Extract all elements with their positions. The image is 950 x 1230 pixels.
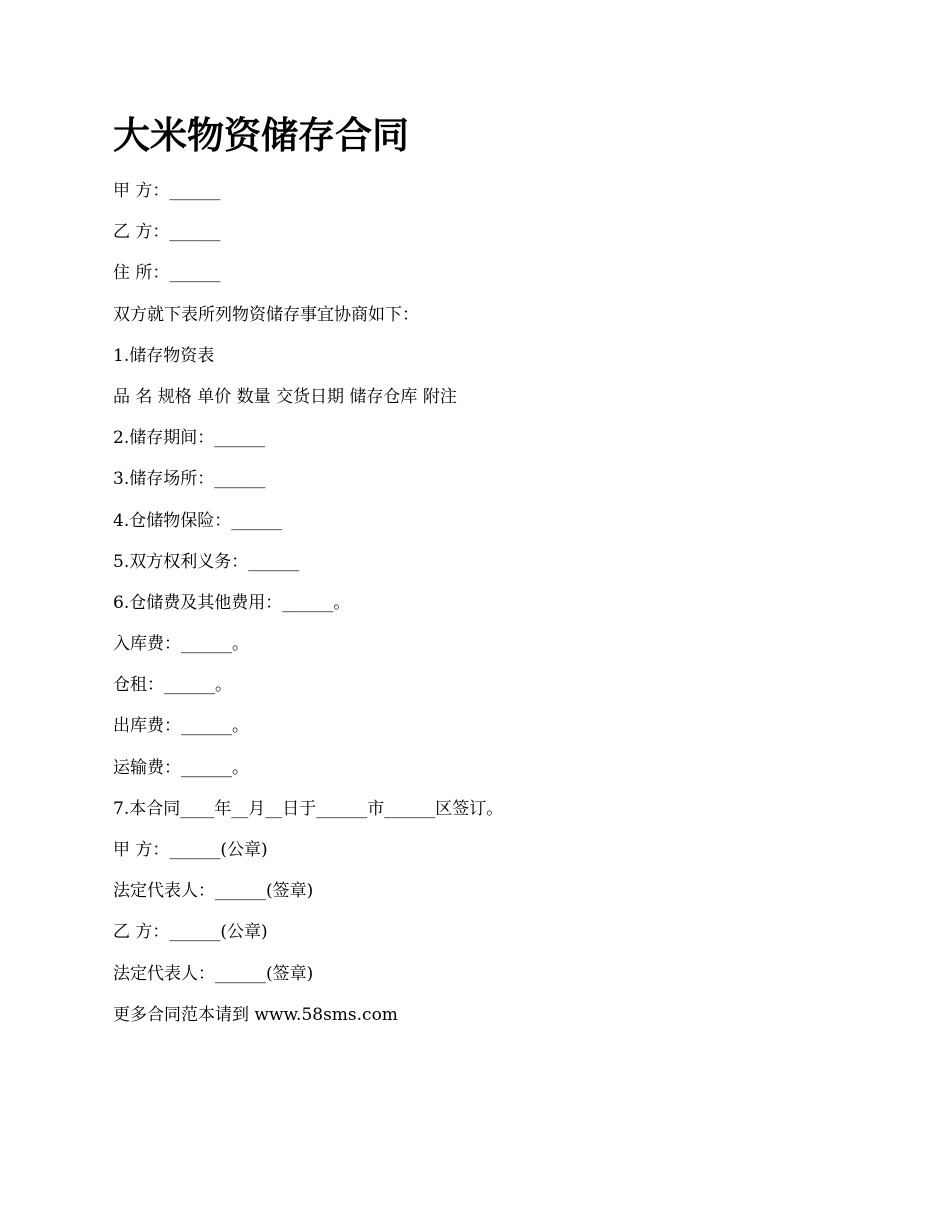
fee-outbound: 出库费：______。 xyxy=(113,716,249,737)
fee-inbound: 入库费：______。 xyxy=(113,634,249,655)
clause-7-signing: 7.本合同____年__月__日于______市______区签订。 xyxy=(113,798,504,819)
clause-2-storage-period: 2.储存期间：______ xyxy=(113,428,266,449)
document-title: 大米物资储存合同 xyxy=(113,114,409,157)
document-body xyxy=(113,178,873,1043)
party-b-line: 乙 方：______ xyxy=(113,222,221,243)
intro-line: 双方就下表所列物资储存事宜协商如下： xyxy=(113,304,419,325)
clause-5-rights-obligations: 5.双方权利义务：______ xyxy=(113,551,300,572)
fee-transport: 运输费：______。 xyxy=(113,757,249,778)
clause-4-insurance: 4.仓储物保险：______ xyxy=(113,510,283,531)
footer-note: 更多合同范本请到 www.58sms.com xyxy=(113,1004,398,1025)
goods-table-header: 品 名 规格 单价 数量 交货日期 储存仓库 附注 xyxy=(113,386,457,407)
address-line: 住 所：______ xyxy=(113,263,221,284)
clause-3-storage-location: 3.储存场所：______ xyxy=(113,469,266,490)
fee-rent: 仓租：______。 xyxy=(113,675,232,696)
signature-party-a: 甲 方：______(公章) xyxy=(113,840,268,860)
party-a-line: 甲 方：______ xyxy=(113,181,221,201)
clause-6-fees: 6.仓储费及其他费用：______。 xyxy=(113,592,351,613)
clause-1-heading: 1.储存物资表 xyxy=(113,345,215,366)
signature-party-b: 乙 方：______(公章) xyxy=(113,922,268,943)
signature-rep-b: 法定代表人：______(签章) xyxy=(113,963,314,984)
signature-rep-a: 法定代表人：______(签章) xyxy=(113,881,314,902)
